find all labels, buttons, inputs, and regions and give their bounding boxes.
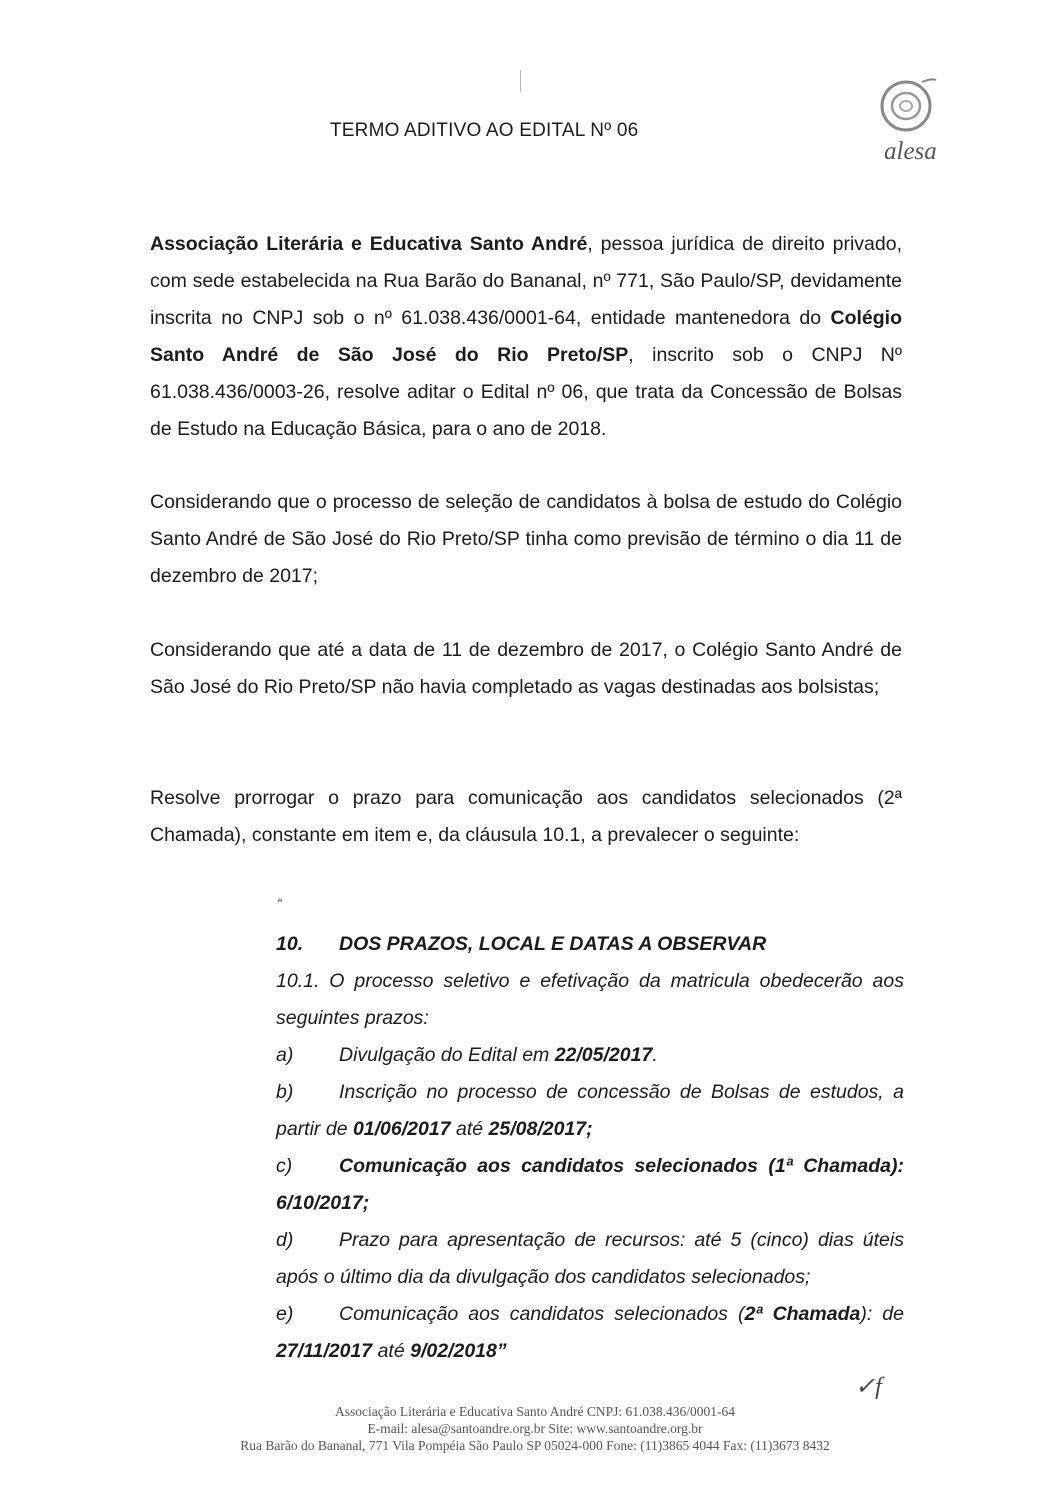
footer-line-contact: E-mail: alesa@santoandre.org.br Site: www.santoandre.org.br (367, 1421, 703, 1436)
org-name: Associação Literária e Educativa Santo André (150, 233, 588, 255)
section-title: DOS PRAZOS, LOCAL E DATAS A OBSERVAR (339, 933, 767, 955)
item-label: a) (276, 1044, 294, 1066)
section-heading (276, 926, 904, 963)
open-quote: “ (277, 895, 282, 911)
item-text-after: . (652, 1044, 658, 1066)
item-date-start: 27/11/2017 (276, 1340, 373, 1362)
section-body (276, 963, 904, 1370)
item-date: 22/05/2017 (554, 1044, 653, 1066)
item-text-bold: Comunicação aos candidatos selecionados (1ª Chamada): 6/10/2017; (276, 1155, 904, 1214)
item-date-end: 9/02/2018” (410, 1340, 507, 1362)
section-intro: 10.1. O processo seletivo e efetivação da matricula obedecerão aos seguintes prazos: (276, 970, 904, 1029)
list-item-c (276, 1148, 904, 1222)
item-text-mid: ): de (860, 1303, 904, 1325)
item-label: c) (276, 1155, 293, 1177)
paragraph-intro (150, 226, 902, 448)
item-label: b) (276, 1081, 294, 1103)
item-text: Divulgação do Edital em (339, 1044, 555, 1066)
paragraph-considering-1: Considerando que o processo de seleção de candidatos à bolsa de estudo do Colégio Santo André de São José do Rio Preto/SP tinha como previsão de término o dia 11 de dezembro de 2017; (150, 491, 902, 587)
item-text-mid2: até (372, 1340, 411, 1362)
intro-text-1: , pessoa jurídica de direito privado, com sede estabelecida na Rua Barão do Bananal, nº 771, São Paulo/SP, devidamente inscrita no CNPJ sob o nº 61.038.436/0001-64, entidade mantenedora do (150, 233, 903, 329)
item-label: e) (276, 1303, 294, 1325)
scan-artifact (520, 70, 521, 92)
paragraph-resolve: Resolve prorrogar o prazo para comunicação aos candidatos selecionados (2ª Chamada), constante em item e, da cláusula 10.1, a prevalecer o seguinte: (150, 787, 902, 846)
item-text-mid: até (450, 1118, 489, 1140)
intro-text-2: , inscrito sob o CNPJ Nº 61.038.436/0003-26, resolve aditar o Edital nº 06, que trata da Concessão de Bolsas de Estudo na Educação Básica, para o ano de 2018. (150, 344, 903, 440)
item-text: Inscrição no processo de concessão de Bolsas de estudos, a partir de (276, 1081, 904, 1140)
list-item-d (276, 1222, 904, 1296)
footer-line-address: Rua Barão do Bananal, 771 Vila Pompéia São Paulo SP 05024-000 Fone: (11)3865 4044 Fax: (11)3673 8432 (240, 1438, 830, 1453)
item-text: Prazo para apresentação de recursos: até 5 (cinco) dias úteis após o último dia da divulgação dos candidatos selecionados; (276, 1229, 904, 1288)
item-date-end: 25/08/2017; (488, 1118, 593, 1140)
logo-text: alesa (884, 138, 937, 165)
footer-line-org: Associação Literária e Educativa Santo André CNPJ: 61.038.436/0001-64 (334, 1404, 736, 1419)
document-title: TERMO ADITIVO AO EDITAL Nº 06 (330, 120, 639, 141)
item-call: 2ª Chamada (744, 1303, 861, 1325)
signature-initials: ✓f (855, 1374, 882, 1400)
school-name: Colégio Santo André de São José do Rio Preto/SP (150, 307, 902, 366)
item-date-start: 01/06/2017 (352, 1118, 451, 1140)
list-item-e (276, 1296, 904, 1370)
list-item-a (276, 1037, 904, 1074)
item-text: Comunicação aos candidatos selecionados ( (339, 1303, 745, 1325)
item-label: d) (276, 1229, 294, 1251)
section-number: 10. (276, 933, 304, 955)
paragraph-considering-2: Considerando que até a data de 11 de dezembro de 2017, o Colégio Santo André de São José do Rio Preto/SP não havia completado as vagas destinadas aos bolsistas; (150, 639, 902, 698)
list-item-b (276, 1074, 904, 1148)
